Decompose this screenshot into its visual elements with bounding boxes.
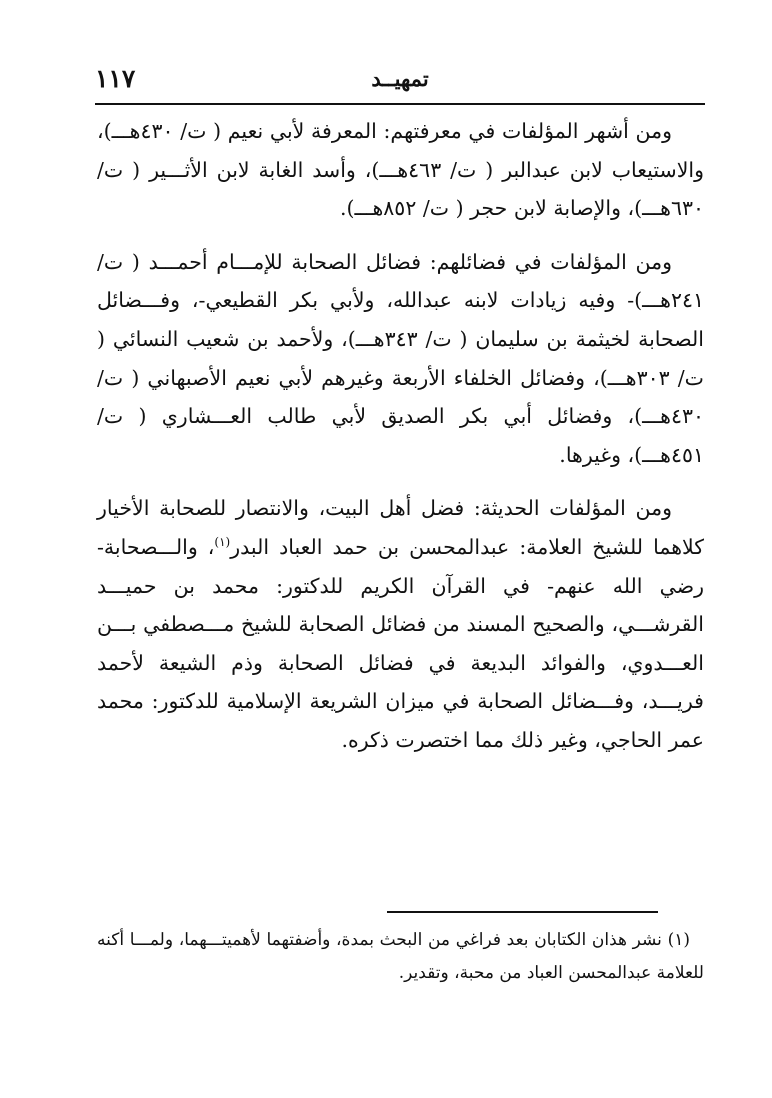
header-divider xyxy=(95,103,705,105)
paragraph-modern-works-part2: ، والـــصحابة- رضي الله عنهم- في القرآن الكريم للدكتور: محمد بن حميـــد القرشـــي، والصحيح المسند من فضائل الصحابة للشيخ مـــصطفي بـــن العـــدوي، والفوائد البديعة في فضائل الصحابة وذم الشيعة لأحمد فريـــد، وفـــضائل الصحابة في ميزان الشريعة الإسلامية للدكتور: محمد عمر الحاجي، وغير ذلك مما اختصرت ذكره. xyxy=(97,534,704,752)
running-title: تمهيــد xyxy=(371,66,429,91)
footnote-divider xyxy=(387,911,658,913)
paragraph-famous-works: ومن أشهر المؤلفات في معرفتهم: المعرفة لأبي نعيم ( ت/ ٤٣٠هـــ)، والاستيعاب لابن عبدالبر ( ت/ ٤٦٣هـــ)، وأسد الغابة لابن الأثـــير ( ت/ ٦٣٠هـــ)، والإصابة لابن حجر ( ت/ ٨٥٢هـــ). xyxy=(97,119,704,221)
page-header xyxy=(95,62,705,98)
footnote-1: (١) نشر هذان الكتابان بعد فراغي من البحث بمدة، وأضفتهما لأهميتـــهما، ولمـــا أكنه للعلامة عبدالمحسن العباد من محبة، وتقدير. xyxy=(97,930,704,983)
footnote-reference: (١) xyxy=(214,535,231,550)
body-text xyxy=(97,112,704,775)
footnotes xyxy=(97,924,704,990)
page-number: ١١٧ xyxy=(95,64,136,93)
paragraph-modern-works xyxy=(97,489,704,759)
paragraph-virtues-works: ومن المؤلفات في فضائلهم: فضائل الصحابة للإمـــام أحمـــد ( ت/ ٢٤١هـــ)- وفيه زيادات لابنه عبدالله، ولأبي بكر القطيعي-، وفـــضائل الصحابة لخيثمة بن سليمان ( ت/ ٣٤٣هـــ)، ولأحمد بن شعيب النسائي ( ت/ ٣٠٣هـــ)، وفضائل الخلفاء الأربعة وغيرهم لأبي نعيم الأصبهاني ( ت/ ٤٣٠هـــ)، وفضائل أبي بكر الصديق لأبي طالب العـــشاري ( ت/ ٤٥١هـــ)، وغيرها. xyxy=(97,249,704,467)
paragraph-modern-works-part1: ومن المؤلفات الحديثة: فضل أهل البيت، والانتصار للصحابة الأخيار كلاهما للشيخ العلامة: عبدالمحسن بن حمد العباد البدر xyxy=(97,496,704,559)
